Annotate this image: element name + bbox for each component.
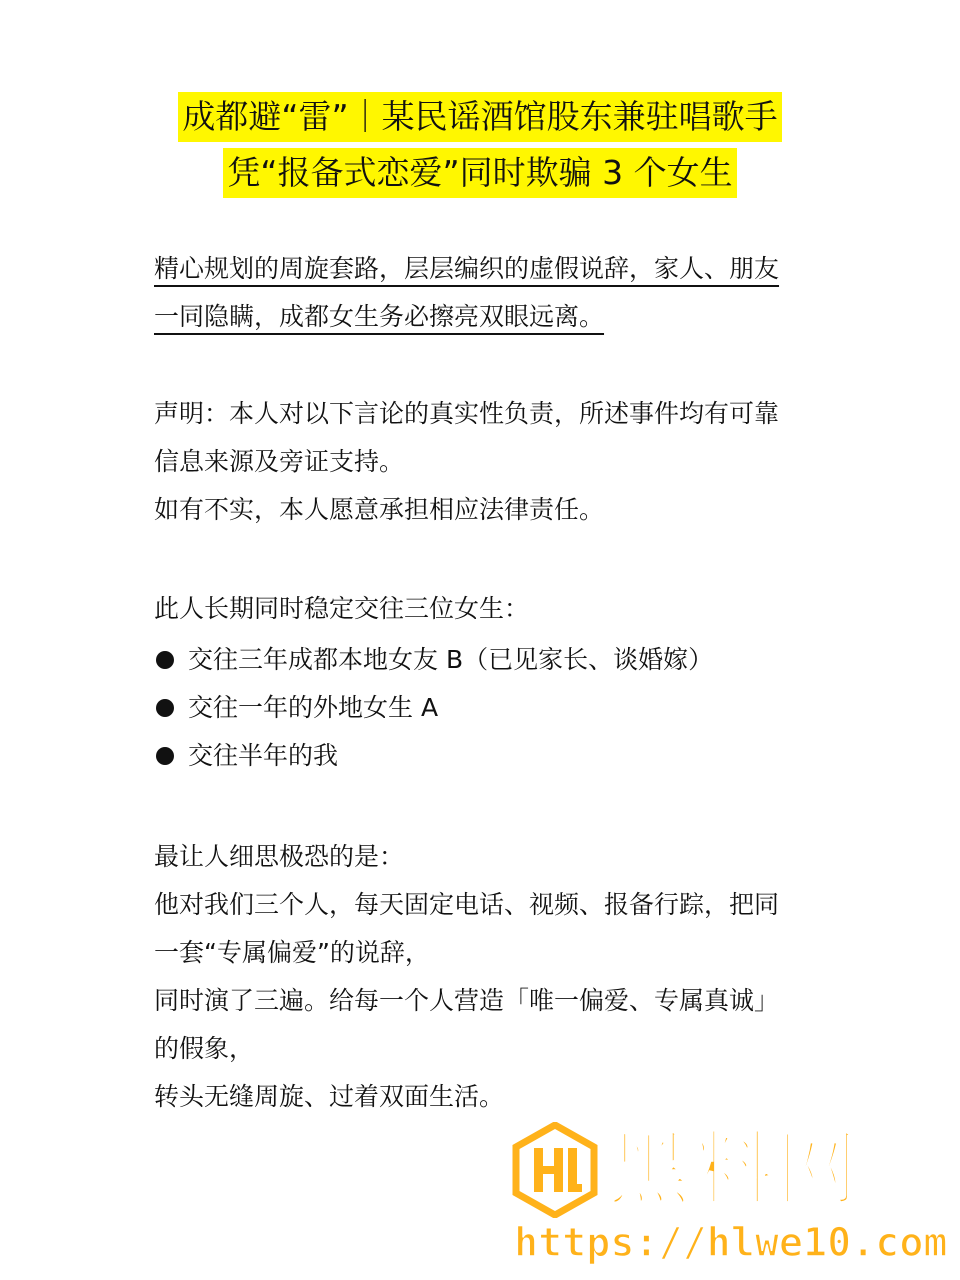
list-item: 交往一年的外地女生 A bbox=[154, 684, 814, 732]
intro-paragraph bbox=[154, 245, 814, 341]
list-item: 交往半年的我 bbox=[154, 732, 814, 780]
creepy-paragraph bbox=[154, 833, 814, 1121]
women-heading: 此人长期同时稳定交往三位女生： bbox=[154, 594, 530, 623]
declaration-line-2: 信息来源及旁证支持。 bbox=[154, 447, 405, 476]
list-item: 交往三年成都本地女友 B（已见家长、谈婚嫁） bbox=[154, 636, 814, 684]
hl-logo-icon bbox=[512, 1122, 598, 1218]
title-line-1: 成都避“雷”｜某民谣酒馆股东兼驻唱歌手 bbox=[178, 92, 781, 142]
article-title bbox=[0, 92, 960, 204]
watermark-url: https://hlwe10.com bbox=[514, 1220, 948, 1266]
creepy-line-5: 的假象， bbox=[154, 1034, 255, 1063]
declaration-line-1: 声明：本人对以下言论的真实性负责，所述事件均有可靠 bbox=[154, 399, 780, 428]
bullet-icon bbox=[156, 699, 174, 717]
bullet-icon bbox=[156, 747, 174, 765]
creepy-line-4: 同时演了三遍。给每一个人营造「唯一偏爱、专属真诚」 bbox=[154, 986, 780, 1015]
intro-line-1: 精心规划的周旋套路，层层编织的虚假说辞，家人、朋友 bbox=[154, 254, 780, 283]
watermark-brand: 黑料网 bbox=[608, 1122, 861, 1217]
title-line-2: 凭“报备式恋爱”同时欺骗 3 个女生 bbox=[223, 148, 736, 198]
creepy-line-2: 他对我们三个人，每天固定电话、视频、报备行踪，把同 bbox=[154, 890, 780, 919]
women-list bbox=[154, 636, 814, 780]
bullet-icon bbox=[156, 651, 174, 669]
intro-line-2: 一同隐瞒，成都女生务必擦亮双眼远离。 bbox=[154, 302, 605, 331]
declaration-paragraph bbox=[154, 390, 814, 534]
creepy-line-3: 一套“专属偏爱”的说辞， bbox=[154, 938, 430, 967]
creepy-line-1: 最让人细思极恐的是： bbox=[154, 842, 405, 871]
declaration-line-3: 如有不实，本人愿意承担相应法律责任。 bbox=[154, 495, 605, 524]
watermark bbox=[508, 1118, 948, 1278]
creepy-line-6: 转头无缝周旋、过着双面生活。 bbox=[154, 1082, 505, 1111]
